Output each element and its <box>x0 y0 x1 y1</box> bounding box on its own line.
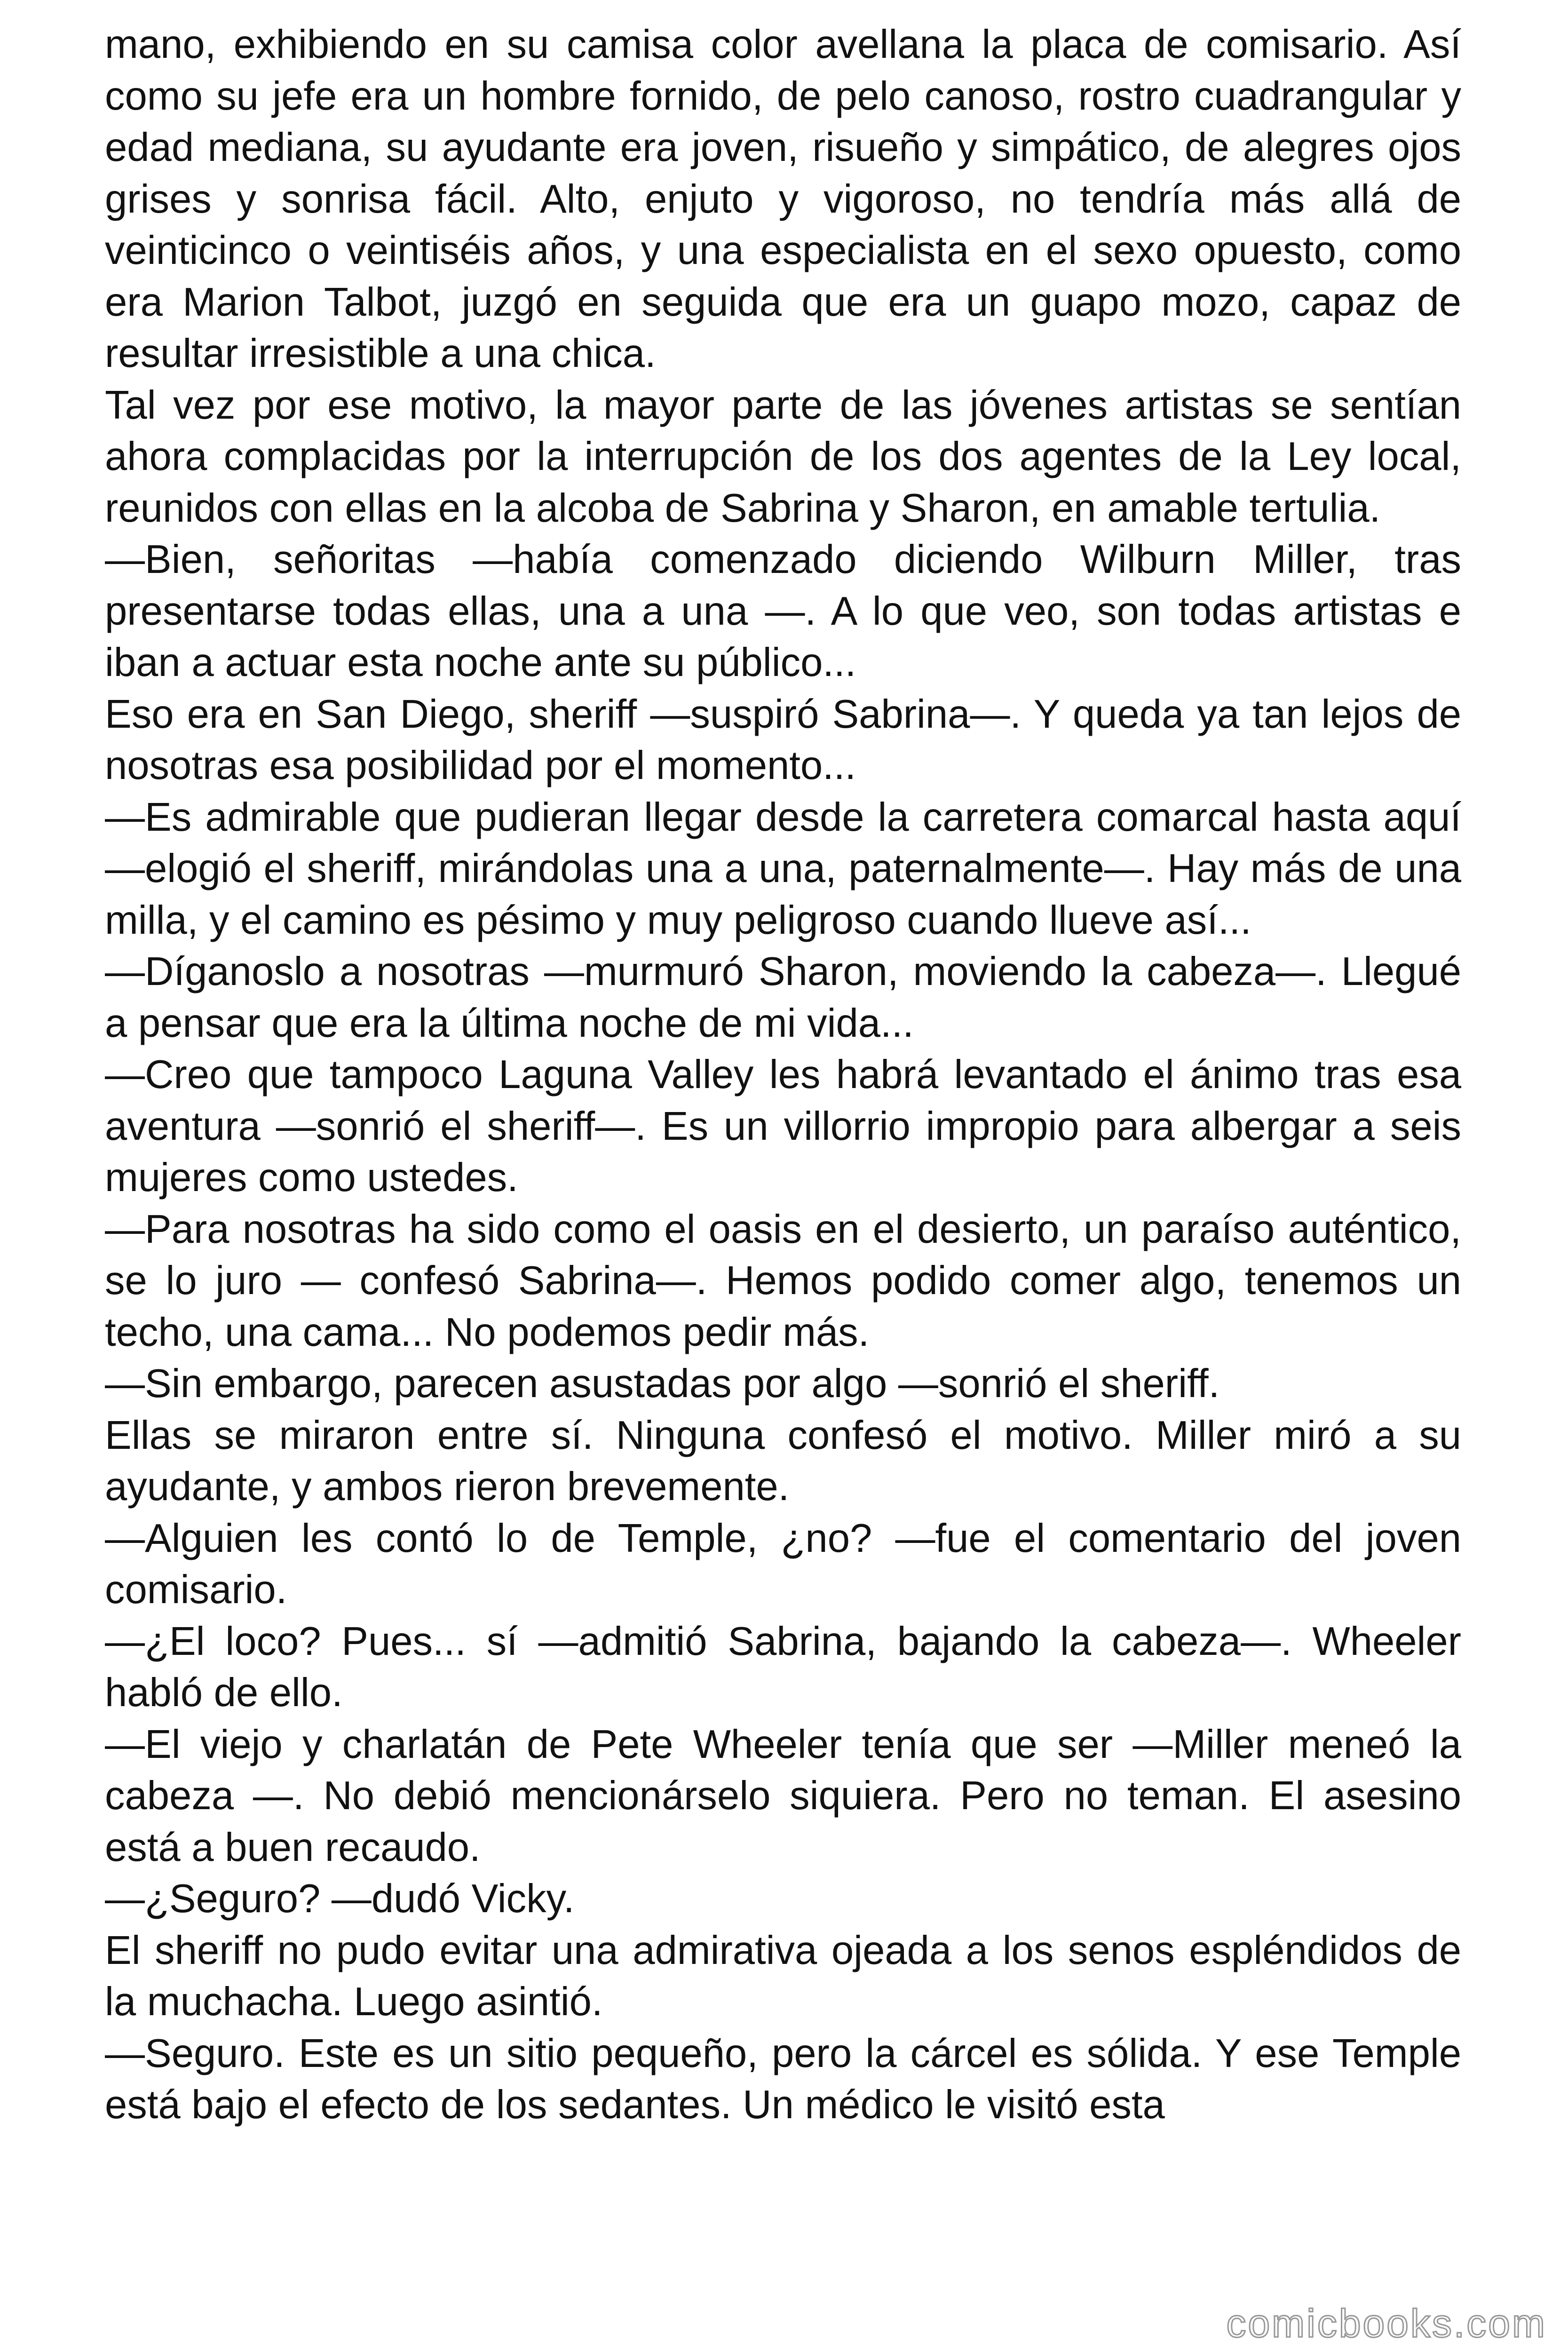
paragraph: —El viejo y charlatán de Pete Wheeler tenía que ser —Miller meneó la cabeza —. No debió mencionárselo siquiera. Pero no teman. El asesino está a buen recaudo. <box>105 1722 1461 1870</box>
paragraph: —¿El loco? Pues... sí —admitió Sabrina, bajando la cabeza—. Wheeler habló de ello. <box>105 1619 1461 1715</box>
paragraph: —Alguien les contó lo de Temple, ¿no? —fue el comentario del joven comisario. <box>105 1516 1461 1612</box>
paragraph: —¿Seguro? —dudó Vicky. <box>105 1876 575 1921</box>
paragraph: El sheriff no pudo evitar una admirativa ojeada a los senos espléndidos de la muchacha. Luego asintió. <box>105 1928 1461 2024</box>
paragraph: —Es admirable que pudieran llegar desde la carretera comarcal hasta aquí —elogió el sheriff, mirándolas una a una, paternalmente—. Hay más de una milla, y el camino es pésimo y muy peligroso cuando llueve así... <box>105 795 1461 943</box>
paragraph: —Díganoslo a nosotras —murmuró Sharon, moviendo la cabeza—. Llegué a pensar que era la última noche de mi vida... <box>105 949 1461 1046</box>
paragraph: —Sin embargo, parecen asustadas por algo —sonrió el sheriff. <box>105 1361 1220 1406</box>
watermark-text: comicbooks.com <box>1226 2301 1547 2345</box>
paragraph: Ellas se miraron entre sí. Ninguna confesó el motivo. Miller miró a su ayudante, y ambos rieron brevemente. <box>105 1413 1461 1509</box>
paragraph: —Para nosotras ha sido como el oasis en el desierto, un paraíso auténtico, se lo juro — confesó Sabrina—. Hemos podido comer algo, tenemos un techo, una cama... No podemos pedir más. <box>105 1207 1461 1355</box>
paragraph: mano, exhibiendo en su camisa color avellana la placa de comisario. Así como su jefe era un hombre fornido, de pelo canoso, rostro cuadrangular y edad mediana, su ayudante era joven, risueño y simpático, de alegres ojos grises y sonrisa fácil. Alto, enjuto y vigoroso, no tendría más allá de veinticinco o veintiséis años, y una especialista en el sexo opuesto, como era Marion Talbot, juzgó en seguida que era un guapo mozo, capaz de resultar irresistible a una chica. <box>105 22 1461 376</box>
paragraph: Tal vez por ese motivo, la mayor parte de las jóvenes artistas se sentían ahora complacidas por la interrupción de los dos agentes de la Ley local, reunidos con ellas en la alcoba de Sabrina y Sharon, en amable tertulia. <box>105 382 1461 531</box>
paragraph: —Seguro. Este es un sitio pequeño, pero la cárcel es sólida. Y ese Temple está bajo el efecto de los sedantes. Un médico le visitó esta <box>105 2031 1461 2127</box>
paragraph: —Bien, señoritas —había comenzado diciendo Wilburn Miller, tras presentarse todas ellas, una a una —. A lo que veo, son todas artistas e iban a actuar esta noche ante su público... <box>105 537 1461 685</box>
page-text <box>105 19 1461 2131</box>
paragraph: —Creo que tampoco Laguna Valley les habrá levantado el ánimo tras esa aventura —sonrió el sheriff—. Es un villorrio impropio para albergar a seis mujeres como ustedes. <box>105 1052 1461 1200</box>
paragraph: Eso era en San Diego, sheriff —suspiró Sabrina—. Y queda ya tan lejos de nosotras esa posibilidad por el momento... <box>105 691 1461 788</box>
